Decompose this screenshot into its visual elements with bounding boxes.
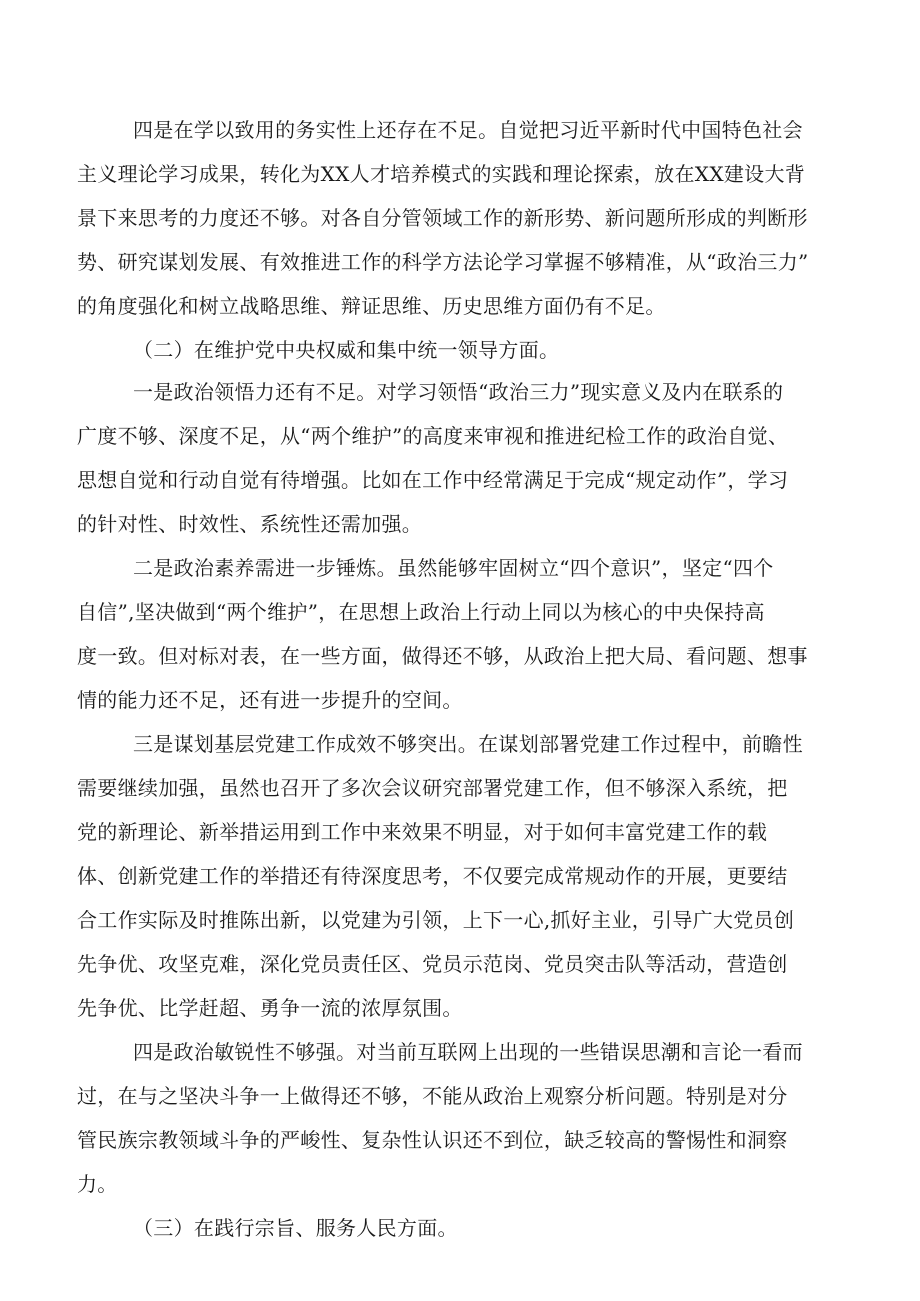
section-heading: （二）在维护党中央权威和集中统一领导方面。 <box>133 338 560 362</box>
text-line: 体、创新党建工作的举措还有待深度思考，不仅要完成常规动作的开展，更要结 <box>77 864 788 888</box>
text-line: 需要继续加强，虽然也召开了多次会议研究部署党建工作，但不够深入系统，把 <box>77 776 788 800</box>
text-line: 度一致。但对标对表，在一些方面，做得还不够，从政治上把大局、看问题、想事 <box>77 644 808 668</box>
text-line: 三是谋划基层党建工作成效不够突出。在谋划部署党建工作过程中，前瞻性 <box>133 732 803 756</box>
section-heading: （三）在践行宗旨、服务人民方面。 <box>133 1216 458 1240</box>
text-line: 过，在与之坚决斗争一上做得还不够，不能从政治上观察分析问题。特别是对分 <box>77 1084 788 1108</box>
text-line: 四是政治敏锐性不够强。对当前互联网上出现的一些错误思潮和言论一看而 <box>133 1040 803 1064</box>
text-line: 势、研究谋划发展、有效推进工作的科学方法论学习掌握不够精准，从“政治三力” <box>77 250 809 274</box>
text-line: 先争优、攻坚克难，深化党员责任区、党员示范岗、党员突击队等活动，营造创 <box>77 952 788 976</box>
text-line: 主义理论学习成果，转化为XX人才培养模式的实践和理论探索，放在XX建设大背 <box>77 162 806 186</box>
text-line: 广度不够、深度不足，从“两个维护”的高度来审视和推进纪检工作的政治自觉、 <box>77 424 789 448</box>
text-line: 力。 <box>77 1172 118 1196</box>
text-line: 一是政治领悟力还有不足。对学习领悟“政治三力”现实意义及内在联系的 <box>133 380 784 404</box>
text-line: 思想自觉和行动自觉有待增强。比如在工作中经常满足于完成“规定动作”，学习 <box>77 468 789 492</box>
text-line: 二是政治素养需进一步锤炼。虽然能够牢固树立“四个意识”，坚定“四个 <box>133 556 774 580</box>
text-line: 的角度强化和树立战略思维、辩证思维、历史思维方面仍有不足。 <box>77 294 666 318</box>
text-line: 的针对性、时效性、系统性还需加强。 <box>77 512 423 536</box>
text-line: 管民族宗教领域斗争的严峻性、复杂性认识还不到位，缺乏较高的警惕性和洞察 <box>77 1128 788 1152</box>
text-line: 党的新理论、新举措运用到工作中来效果不明显，对于如何丰富党建工作的载 <box>77 820 768 844</box>
text-line: 先争优、比学赶超、勇争一流的浓厚氛围。 <box>77 996 463 1020</box>
text-line: 合工作实际及时推陈出新，以党建为引领，上下一心,抓好主业，引导广大党员创 <box>77 908 795 932</box>
text-line: 自信”,坚决做到“两个维护”，在思想上政治上行动上同以为核心的中央保持高 <box>77 600 765 624</box>
text-line: 四是在学以致用的务实性上还存在不足。自觉把习近平新时代中国特色社会 <box>133 118 803 142</box>
text-line: 景下来思考的力度还不够。对各自分管领域工作的新形势、新问题所形成的判断形 <box>77 206 808 230</box>
text-line: 情的能力还不足，还有进一步提升的空间。 <box>77 688 463 712</box>
